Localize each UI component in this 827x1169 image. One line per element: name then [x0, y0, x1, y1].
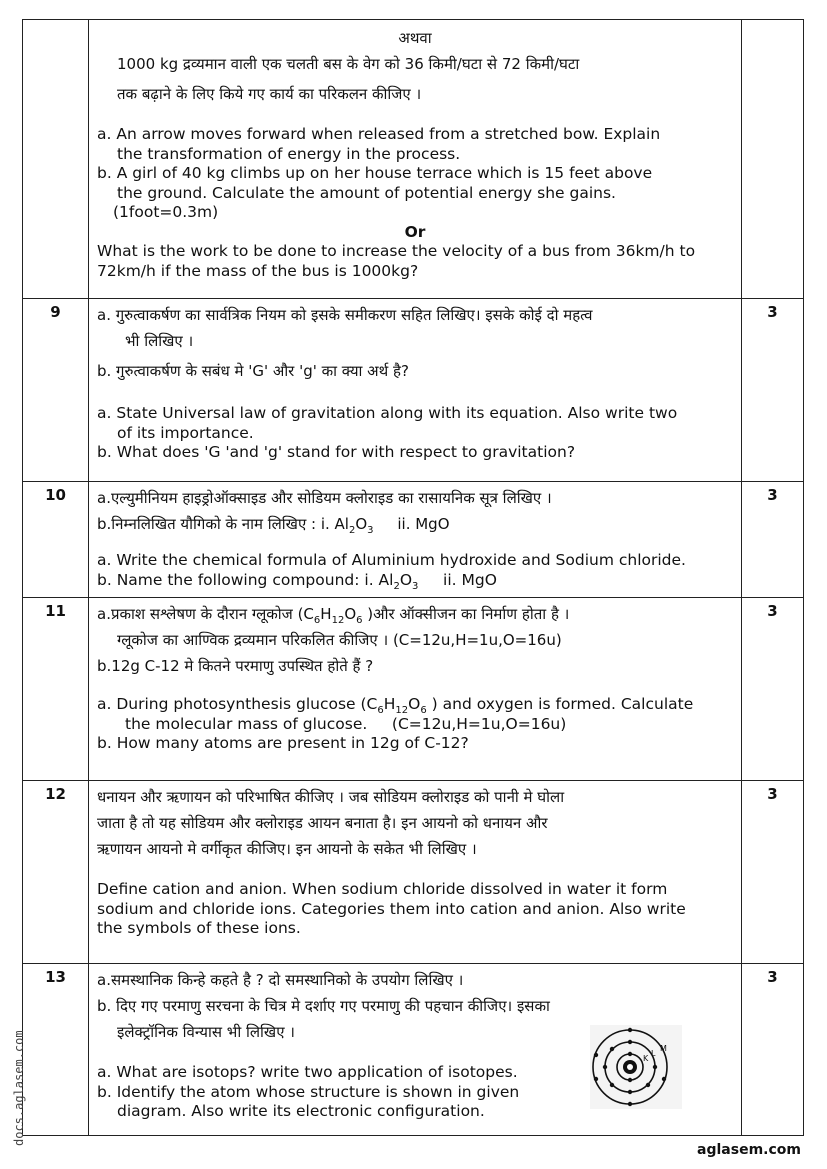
text-line: इलेक्ट्रॉनिक विन्यास भी लिखिए ।	[117, 1023, 295, 1041]
text-line: a. An arrow moves forward when released from a stretched bow. Explain	[97, 125, 661, 143]
question-row-11	[23, 598, 804, 781]
text-line: a. गुरुत्वाकर्षण का सार्वत्रिक नियम को इसके समीकरण सहित लिखिए। इसके कोई दो महत्व	[97, 306, 593, 324]
text-line: b.निम्नलिखित यौगिको के नाम लिखिए : i. $Al_2O_3$ ii. MgO	[97, 515, 450, 536]
marks: 3	[742, 964, 804, 1136]
question-row-8-continued	[23, 20, 804, 299]
text-line: Define cation and anion. When sodium chloride dissolved in water it form	[97, 880, 668, 898]
text-line: the molecular mass of glucose. (C=12u,H=1u,O=16u)	[125, 714, 567, 733]
text-line: b. What does 'G 'and 'g' stand for with respect to gravitation?	[97, 443, 576, 461]
text-line: a.एल्युमीनियम हाइड्रोऑक्साइड और सोडियम क्लोराइड का रासायनिक सूत्र लिखिए ।	[97, 489, 552, 507]
text-line: a.समस्थानिक किन्हे कहते है ? दो समस्थानिको के उपयोग लिखिए ।	[97, 971, 464, 989]
question-content	[89, 598, 742, 781]
text-line: b. Identify the atom whose structure is shown in given	[97, 1082, 520, 1101]
watermark	[8, 1000, 24, 1160]
question-row-9	[23, 299, 804, 482]
question-number: 11	[23, 598, 89, 781]
footer-brand: aglasem.com	[697, 1142, 801, 1158]
marks: 3	[742, 482, 804, 598]
question-content	[89, 299, 742, 482]
nucleus-center	[627, 1064, 633, 1070]
atom-structure-diagram	[590, 1025, 682, 1109]
question-row-12	[23, 781, 804, 964]
text-line: a. During photosynthesis glucose ($C_6H_{12}O_6$ ) and oxygen is formed. Calculate	[97, 695, 694, 717]
text-line: (1foot=0.3m)	[113, 203, 219, 221]
text-line: b. How many atoms are present in 12g of C-12?	[97, 734, 469, 752]
question-number: 13	[23, 964, 89, 1136]
text-line: a. Write the chemical formula of Aluminium hydroxide and Sodium chloride.	[97, 551, 686, 569]
text-line: the ground. Calculate the amount of potential energy she gains.	[117, 183, 616, 202]
shell-label-k: K	[643, 1054, 649, 1063]
text-line: a.प्रकाश सश्लेषण के दौरान ग्लूकोज ($C_6H_{12}O_6$ )और ऑक्सीजन का निर्माण होता है ।	[97, 605, 570, 626]
question-number: 10	[23, 482, 89, 598]
text-line: the symbols of these ions.	[97, 919, 301, 937]
text-line: diagram. Also write its electronic configuration.	[117, 1102, 485, 1120]
text-line: ग्लूकोज का आण्विक द्रव्यमान परिकलित कीजिए । (C=12u,H=1u,O=16u)	[117, 631, 562, 649]
text-line: 1000 kg द्रव्यमान वाली एक चलती बस के वेग को 36 किमी/घटा से 72 किमी/घटा	[117, 55, 580, 73]
text-line: a. State Universal law of gravitation along with its equation. Also write two	[97, 404, 678, 422]
question-row-10	[23, 482, 804, 598]
question-table	[22, 19, 804, 1136]
text-line: the transformation of energy in the process.	[117, 144, 461, 163]
question-content	[89, 781, 742, 964]
watermark-text: docs.aglasem.com	[12, 1030, 26, 1146]
question-row-13	[23, 964, 804, 1136]
text-line: What is the work to be done to increase the velocity of a bus from 36km/h to	[97, 242, 696, 260]
or-hindi: अथवा	[398, 29, 432, 47]
text-line: b. Name the following compound: i. $Al_2O_3$ ii. MgO	[97, 570, 497, 592]
text-line: ऋणायन आयनो मे वर्गीकृत कीजिए। इन आयनो के सकेत भी लिखिए ।	[97, 840, 477, 858]
text-line: धनायन और ऋणायन को परिभाषित कीजिए । जब सोडियम क्लोराइड को पानी मे घोला	[97, 788, 565, 806]
text-line: a. What are isotops? write two application of isotopes.	[97, 1063, 518, 1081]
text-line: b.12g C-12 मे कितने परमाणु उपस्थित होते हैं ?	[97, 657, 374, 675]
question-number-cell	[23, 20, 89, 299]
question-content	[89, 20, 742, 299]
text-line: 72km/h if the mass of the bus is 1000kg?	[97, 261, 419, 280]
marks: 3	[742, 299, 804, 482]
question-number: 9	[23, 299, 89, 482]
text-line: b. दिए गए परमाणु सरचना के चित्र मे दर्शाए गए परमाणु की पहचान कीजिए। इसका	[97, 997, 550, 1015]
text-line: जाता है तो यह सोडियम और क्लोराइड आयन बनाता है। इन आयनो को धनायन और	[97, 814, 548, 832]
text-line: sodium and chloride ions. Categories them into cation and anion. Also write	[97, 899, 686, 918]
text-line: तक बढ़ाने के लिए किये गए कार्य का परिकलन कीजिए ।	[117, 85, 422, 103]
text-line: भी लिखिए ।	[125, 332, 194, 350]
text-line: b. A girl of 40 kg climbs up on her house terrace which is 15 feet above	[97, 164, 653, 182]
marks: 3	[742, 598, 804, 781]
marks: 3	[742, 781, 804, 964]
question-content	[89, 482, 742, 598]
text-line: b. गुरुत्वाकर्षण के सबंध मे 'G' और 'g' का क्या अर्थ है?	[97, 362, 409, 380]
or-english: Or	[404, 222, 426, 241]
text-line: of its importance.	[117, 423, 254, 442]
marks-cell	[742, 20, 804, 299]
shell-label-m: M	[660, 1044, 667, 1053]
shell-label-l: L	[651, 1049, 656, 1058]
question-number: 12	[23, 781, 89, 964]
